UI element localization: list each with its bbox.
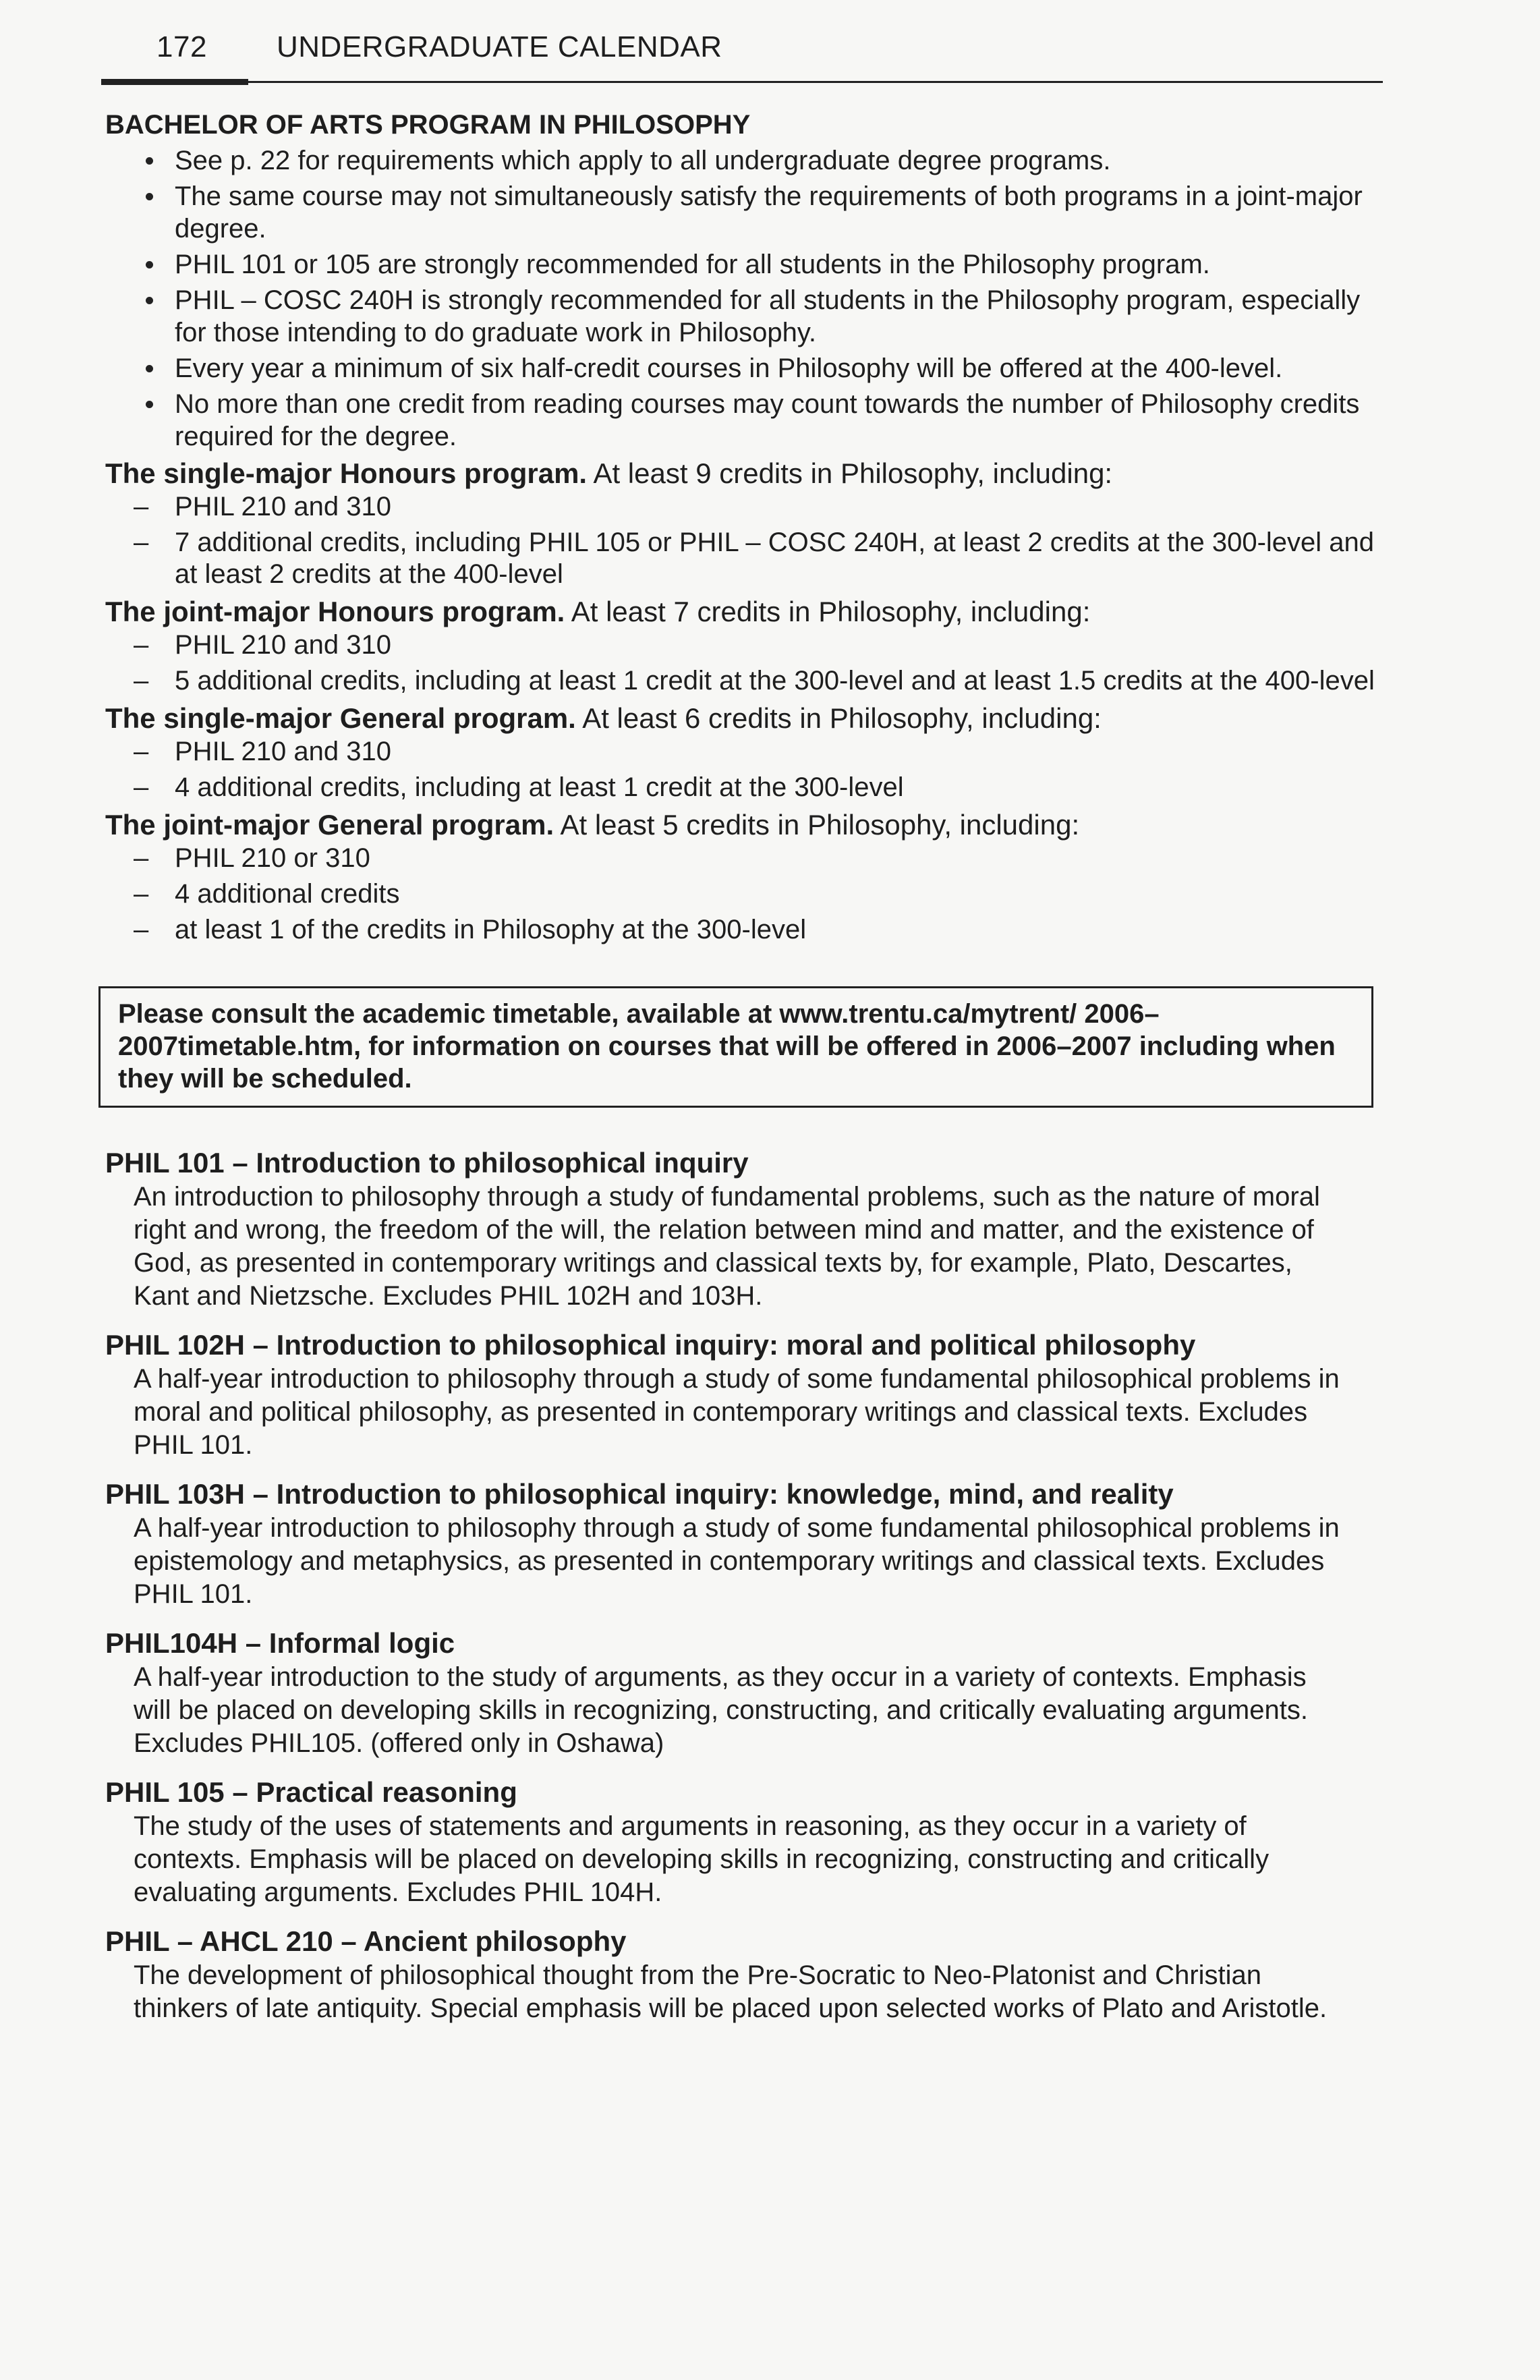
running-title: UNDERGRADUATE CALENDAR bbox=[277, 30, 722, 63]
note-item: No more than one credit from reading courses may count towards the number of Philosophy credits required for the degree. bbox=[105, 388, 1383, 453]
timetable-notice: Please consult the academic timetable, available at www.trentu.ca/mytrent/ 2006–2007timetable.htm, for information on courses that will be offered in 2006–2007 including when they will be scheduled. bbox=[98, 986, 1373, 1108]
course-entry bbox=[105, 1328, 1383, 1462]
course-entry bbox=[105, 1775, 1383, 1909]
note-item: PHIL – COSC 240H is strongly recommended for all students in the Philosophy program, especially for those intending to do graduate work in Philosophy. bbox=[105, 284, 1383, 349]
requirement-item: – at least 1 of the credits in Philosophy at the 300-level bbox=[105, 914, 1383, 946]
track-summary: At least 5 credits in Philosophy, including: bbox=[560, 809, 1080, 841]
requirement-item: – 5 additional credits, including at least 1 credit at the 300-level and at least 1.5 credits at the 400-level bbox=[105, 665, 1383, 697]
course-title: PHIL – AHCL 210 – Ancient philosophy bbox=[105, 1925, 627, 1957]
note-item: PHIL 101 or 105 are strongly recommended for all students in the Philosophy program. bbox=[105, 248, 1383, 281]
course-description: The study of the uses of statements and arguments in reasoning, as they occur in a variety of contexts. Emphasis will be placed on developing skills in recognizing, constructing and critically evaluating arguments. Excludes PHIL 104H. bbox=[134, 1811, 1270, 1907]
program-notes bbox=[105, 144, 1383, 453]
track-name: The single-major General program. bbox=[105, 702, 576, 734]
note-item: Every year a minimum of six half-credit courses in Philosophy will be offered at the 400-level. bbox=[105, 352, 1383, 385]
track-name: The single-major Honours program. bbox=[105, 457, 588, 489]
course-description: A half-year introduction to philosophy through a study of some fundamental philosophical problems in epistemology and metaphysics, as presented in contemporary writings and classical texts. Excludes PHIL 101. bbox=[134, 1513, 1340, 1609]
requirement-item: – PHIL 210 and 310 bbox=[105, 629, 1383, 661]
track-joint-major-general bbox=[105, 808, 1383, 946]
requirement-item: – 4 additional credits bbox=[105, 878, 1383, 910]
course-entry bbox=[105, 1145, 1383, 1313]
header-rule bbox=[101, 79, 1383, 86]
requirement-item: – 7 additional credits, including PHIL 105 or PHIL – COSC 240H, at least 2 credits at the 300-level and at least 2 credits at the 400-level bbox=[105, 527, 1383, 590]
running-header bbox=[101, 30, 1383, 71]
course-description: A half-year introduction to the study of arguments, as they occur in a variety of contexts. Emphasis will be placed on developing skills in recognizing, constructing, and critically evaluating arguments. Excludes PHIL105. (offered only in Oshawa) bbox=[134, 1662, 1308, 1758]
track-name: The joint-major General program. bbox=[105, 809, 554, 841]
track-name: The joint-major Honours program. bbox=[105, 596, 565, 627]
course-title: PHIL104H – Informal logic bbox=[105, 1627, 455, 1659]
requirement-item: – PHIL 210 and 310 bbox=[105, 491, 1383, 523]
course-entry bbox=[105, 1626, 1383, 1760]
requirement-item: – PHIL 210 or 310 bbox=[105, 843, 1383, 874]
page-number: 172 bbox=[156, 30, 207, 63]
track-single-major-general bbox=[105, 701, 1383, 803]
track-joint-major-honours bbox=[105, 594, 1383, 697]
track-single-major-honours bbox=[105, 456, 1383, 590]
track-summary: At least 7 credits in Philosophy, including: bbox=[571, 596, 1091, 627]
note-item: The same course may not simultaneously satisfy the requirements of both programs in a joint-major degree. bbox=[105, 180, 1383, 245]
course-title: PHIL 102H – Introduction to philosophical inquiry: moral and political philosophy bbox=[105, 1329, 1196, 1361]
course-description: An introduction to philosophy through a study of fundamental problems, such as the nature of moral right and wrong, the freedom of the will, the relation between mind and matter, and the existence of God, as presented in contemporary writings and classical texts by, for example, Plato, Descartes, Kant and Nietzsche. Excludes PHIL 102H and 103H. bbox=[134, 1182, 1320, 1311]
course-title: PHIL 105 – Practical reasoning bbox=[105, 1776, 517, 1808]
course-entry bbox=[105, 1924, 1383, 2025]
course-description: The development of philosophical thought from the Pre-Socratic to Neo-Platonist and Christian thinkers of late antiquity. Special emphasis will be placed upon selected works of Plato and Aristotle. bbox=[134, 1960, 1328, 2023]
course-title: PHIL 103H – Introduction to philosophical inquiry: knowledge, mind, and reality bbox=[105, 1478, 1174, 1510]
page-content bbox=[101, 110, 1383, 2025]
requirement-item: – PHIL 210 and 310 bbox=[105, 736, 1383, 768]
requirement-item: – 4 additional credits, including at least 1 credit at the 300-level bbox=[105, 772, 1383, 803]
note-item: See p. 22 for requirements which apply to all undergraduate degree programs. bbox=[105, 144, 1383, 177]
calendar-page bbox=[101, 30, 1383, 2040]
program-heading: BACHELOR OF ARTS PROGRAM IN PHILOSOPHY bbox=[105, 110, 751, 140]
course-title: PHIL 101 – Introduction to philosophical inquiry bbox=[105, 1147, 749, 1179]
course-list bbox=[105, 1145, 1383, 2025]
course-entry bbox=[105, 1477, 1383, 1611]
track-summary: At least 9 credits in Philosophy, including: bbox=[593, 457, 1113, 489]
course-description: A half-year introduction to philosophy through a study of some fundamental philosophical problems in moral and political philosophy, as presented in contemporary writings and classical texts. Excludes PHIL 101. bbox=[134, 1364, 1340, 1460]
track-summary: At least 6 credits in Philosophy, including: bbox=[582, 702, 1102, 734]
